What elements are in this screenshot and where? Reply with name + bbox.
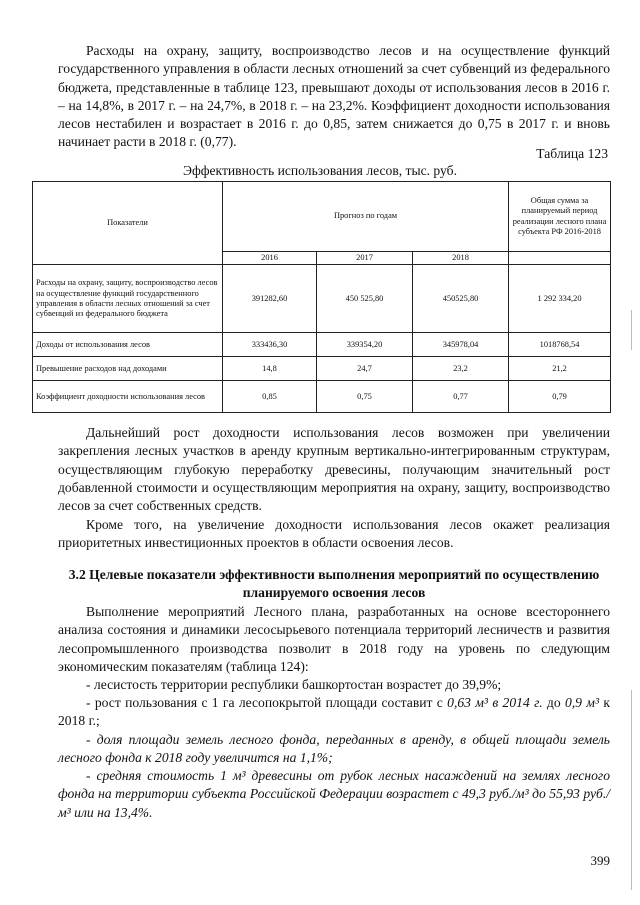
table-row [33, 357, 611, 381]
table-row [33, 381, 611, 413]
header-indicator: Показатели [33, 182, 223, 265]
bullet-usage-text-c: до [542, 695, 565, 710]
header-year-2018: 2018 [413, 252, 509, 265]
paragraph-projects: Кроме того, на увеличение доходности использования лесов окажет реализация приоритетных инвестиционных проектов в области освоения лесов. [58, 517, 610, 551]
cell-total: 0,79 [509, 381, 611, 413]
bullet-usage-text-a: - рост пользования с 1 га лесопокрытой площади составит с [86, 695, 448, 710]
cell-2018: 0,77 [413, 381, 509, 413]
paragraph-growth: Дальнейший рост доходности использования лесов возможен при увеличении закрепления лесных участков в аренду крупным вертикально-интегрированным структурам, осуществляющим глубокую переработку древесины, получающим значительный рост добавленной стоимости и осуществляющим мероприятия на охрану, защиту, воспроизводство лесов за счет собственных средств. [58, 425, 610, 514]
scan-edge-mark [631, 690, 632, 890]
row-label: Превышение расходов над доходами [33, 357, 223, 381]
cell-2018: 345978,04 [413, 333, 509, 357]
intro-paragraph: Расходы на охрану, защиту, воспроизводство лесов и на осуществление функций государственного управления в области лесных отношений за счет субвенций из федерального бюджета, представленные в таблице 123, превышают доходы от использования лесов в 2016 г. – на 14,8%, в 2017 г. – на 24,7%, в 2018 г. – на 23,2%. Коэффициент доходности использования лесов нестабилен и возрастает в 2016 г. до 0,85, затем снижается до 0,75 в 2017 г. и вновь начинает расти в 2018 г. (0,77). [58, 43, 610, 150]
cell-2018: 23,2 [413, 357, 509, 381]
header-empty-cell [509, 252, 611, 265]
cell-2016: 391282,60 [223, 265, 317, 333]
section-heading: 3.2 Целевые показатели эффективности выполнения мероприятий по осуществлению планируемого освоения лесов [68, 567, 600, 601]
cell-2017: 339354,20 [317, 333, 413, 357]
cell-2016: 333436,30 [223, 333, 317, 357]
table-number: Таблица 123 [536, 146, 608, 161]
scan-edge-mark [631, 310, 632, 350]
cell-total: 1018768,54 [509, 333, 611, 357]
efficiency-table [32, 181, 611, 413]
page-number: 399 [590, 853, 610, 868]
bullet-lease-share: - доля площади земель лесного фонда, переданных в аренду, в общей площади земель лесного фонда к 2018 году увеличится на 1,1%; [58, 732, 610, 766]
header-year-2016: 2016 [223, 252, 317, 265]
bullet-usage-growth [58, 694, 610, 731]
bullet-timber-cost: - средняя стоимость 1 м³ древесины от рубок лесных насаждений на землях лесного фонда на территории субъекта Российской Федерации возрастет с 49,3 руб./м³ до 55,93 руб./м³ или на 13,4%. [58, 768, 610, 820]
bullet-usage-text-e: к 2018 г.; [58, 695, 610, 729]
bullet-forest-cover: - лесистость территории республики башкортостан возрастет до 39,9%; [86, 677, 502, 692]
row-label: Доходы от использования лесов [33, 333, 223, 357]
cell-2017: 0,75 [317, 381, 413, 413]
cell-total: 21,2 [509, 357, 611, 381]
cell-2017: 450 525,80 [317, 265, 413, 333]
row-label: Коэффициент доходности использования лесов [33, 381, 223, 413]
table-caption: Эффективность использования лесов, тыс. руб. [183, 163, 457, 178]
header-year-2017: 2017 [317, 252, 413, 265]
header-forecast: Прогноз по годам [223, 182, 509, 252]
bullet-usage-value-2014: 0,63 м³ в 2014 г. [447, 695, 543, 710]
header-total: Общая сумма за планируемый период реализации лесного плана субъекта РФ 2016-2018 [509, 182, 611, 252]
cell-total: 1 292 334,20 [509, 265, 611, 333]
table-header-row [33, 182, 611, 252]
cell-2018: 450525,80 [413, 265, 509, 333]
cell-2016: 0,85 [223, 381, 317, 413]
paragraph-targets: Выполнение мероприятий Лесного плана, разработанных на основе всестороннего анализа состояния и динамики лесосырьевого потенциала территорий лесничеств и развития лесопромышленного производства позволит в 2018 году на уровень по следующим экономическим показателям (таблица 124): [58, 604, 610, 674]
bullet-usage-value-2018: 0,9 м³ [564, 695, 600, 710]
cell-2017: 24,7 [317, 357, 413, 381]
row-label: Расходы на охрану, защиту, воспроизводство лесов на осуществление функций государственного управления в области лесных отношений за счет субвенций из федерального бюджета [33, 265, 223, 333]
cell-2016: 14,8 [223, 357, 317, 381]
table-row [33, 265, 611, 333]
table-row [33, 333, 611, 357]
